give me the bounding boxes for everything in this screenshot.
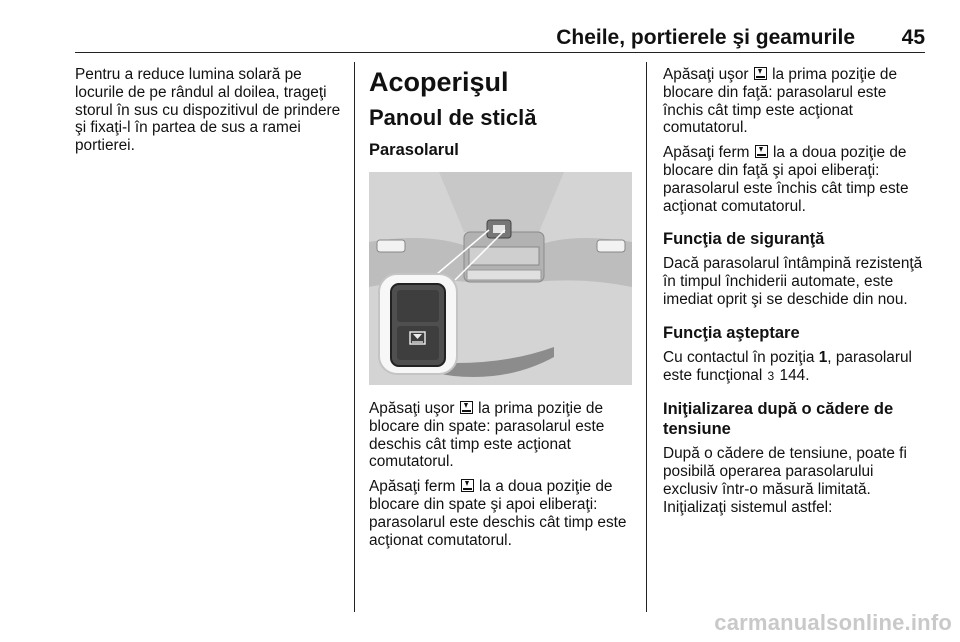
column-middle [369, 66, 634, 556]
paragraph-text: la prima poziţie de blocare din faţă: parasolarul este închis cât timp este acţionat comutatorul. [663, 66, 898, 137]
paragraph-text: la a doua poziţie de blocare din spate şi apoi eliberaţi: parasolarul este deschis cât timp este acţionat comutatorul. [369, 478, 627, 549]
paragraph: Pentru a reduce lumina solară pe locurile de pe rândul al doilea, trageţi storul în sus cu dispozitivul de prindere şi fixaţi-l în partea de sus a ramei portierei. [75, 66, 341, 155]
paragraph-text: Apăsaţi uşor [369, 400, 455, 417]
paragraph-text: la prima poziţie de blocare din spate: parasolarul este deschis cât timp este acţionat comutatorul. [369, 400, 605, 471]
paragraph-text: la a doua poziţie de blocare din faţă şi apoi eliberaţi: parasolarul este închis cât timp este acţionat comutatorul. [663, 144, 909, 215]
page-number: 45 [901, 26, 925, 49]
ignition-position: 1 [818, 348, 828, 366]
sunshade-switch-icon [755, 145, 768, 158]
minor-heading: Parasolarul [369, 141, 459, 159]
paragraph [663, 349, 928, 386]
paragraph-text: Apăsaţi ferm [369, 478, 456, 496]
paragraph [369, 400, 634, 471]
safety-heading: Funcţia de siguranţă [663, 230, 825, 249]
paragraph-text: Apăsaţi uşor [663, 66, 749, 83]
paragraph [369, 478, 634, 549]
header-title: Cheile, portierele şi geamurile [556, 26, 855, 49]
column-left [75, 66, 345, 162]
column-divider [646, 62, 647, 612]
overhead-console-illustration [369, 172, 632, 385]
page-reference[interactable]: 144. [779, 366, 810, 384]
paragraph-text: , parasolarul este funcţional [663, 348, 912, 384]
subsection-heading: Panoul de sticlă [369, 105, 537, 130]
sunshade-switch-icon [754, 67, 767, 80]
sunshade-switch-figure [369, 172, 632, 385]
section-heading: Acoperişul [369, 67, 509, 97]
paragraph [663, 66, 928, 137]
column-right [663, 66, 928, 524]
watermark: carmanualsonline.info [714, 610, 952, 635]
initialization-heading: Iniţializarea după o cădere de tensiune [663, 400, 894, 439]
standby-heading: Funcţia aşteptare [663, 323, 800, 342]
sunshade-switch-icon [460, 401, 473, 414]
page-header [75, 26, 925, 53]
paragraph: Iniţializaţi sistemul astfel: [663, 498, 833, 516]
sunshade-switch-icon [461, 479, 474, 492]
paragraph: După o cădere de tensiune, poate fi posibilă operarea parasolarului exclusiv într-o măsură limitată. [663, 445, 907, 498]
paragraph-text: Apăsaţi ferm [663, 144, 750, 162]
page-reference-arrow-icon: 3 [767, 368, 775, 383]
paragraph-text: Cu contactul în poziţia [663, 348, 815, 366]
column-divider [354, 62, 355, 612]
paragraph [663, 144, 928, 215]
paragraph: Dacă parasolarul întâmpină rezistenţă în timpul închiderii automate, este imediat oprit şi se deschide din nou. [663, 255, 923, 308]
